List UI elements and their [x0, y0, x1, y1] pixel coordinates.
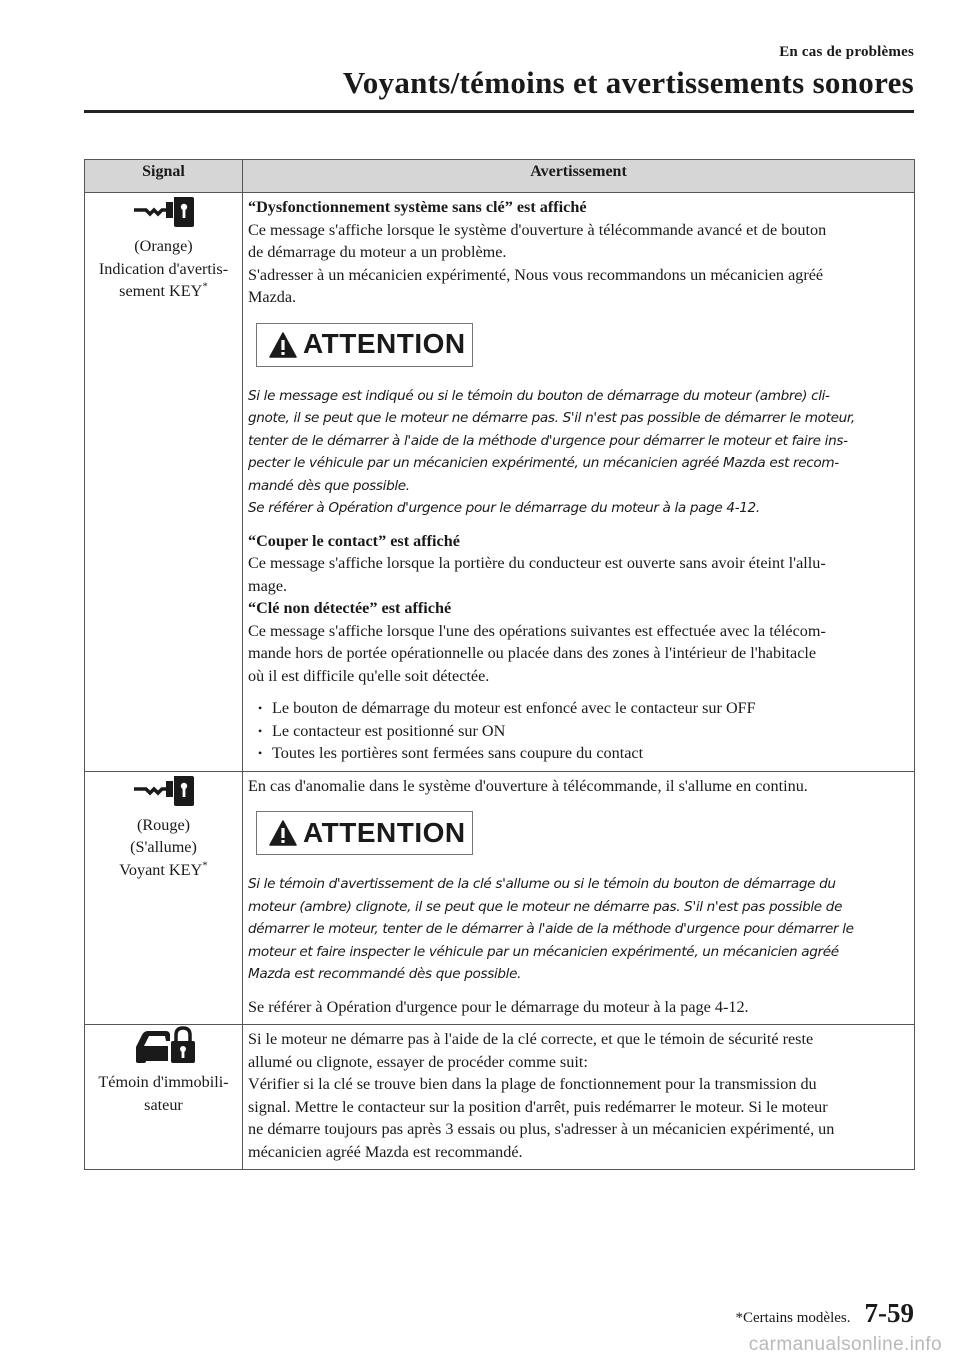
message-text: Si le moteur ne démarre pas à l'aide de la clé correcte, et que le témoin de sécurité reste [248, 1030, 814, 1048]
signal-cell [85, 771, 243, 1025]
message-text: mande hors de portée opérationnelle ou placée dans des zones à l'intérieur de l'habitacle [248, 644, 817, 662]
message-title: “Dysfonctionnement système sans clé” est affiché [248, 198, 587, 216]
footnote-marker: * [202, 280, 208, 293]
message-text: En cas d'anomalie dans le système d'ouverture à télécommande, il s'allume en continu. [248, 776, 808, 795]
message-title: “Clé non détectée” est affiché [248, 599, 452, 617]
warning-cell [243, 771, 915, 1025]
message-text: ne démarre toujours pas après 3 essais ou plus, s'adresser à un mécanicien expérimenté, un [248, 1120, 835, 1138]
signal-label: Témoin d'immobili- [98, 1073, 229, 1091]
page-title: Voyants/témoins et avertissements sonores [342, 65, 914, 100]
list-item: • Le bouton de démarrage du moteur est enfoncé avec le contacteur sur OFF [258, 697, 910, 720]
attention-label: ATTENTION [303, 816, 466, 848]
message-text: Se référer à Opération d'urgence pour le démarrage du moteur à la page 4-12. [248, 997, 749, 1016]
footnote: *Certains modèles. [735, 1310, 851, 1326]
signal-label: sement KEY* [119, 280, 208, 300]
signal-label: (S'allume) [130, 838, 197, 856]
message-text: Ce message s'affiche lorsque le système d'ouverture à télécommande avancé et de bouton [248, 220, 827, 239]
section-title: En cas de problèmes [779, 44, 914, 60]
signal-label: (Rouge) [136, 815, 191, 834]
page-footer [736, 1298, 914, 1329]
table-row [85, 771, 915, 1025]
table-header-row [85, 160, 915, 193]
attention-text: Si le message est indiqué ou si le témoin du bouton de démarrage du moteur (ambre) cli- gnote, il se peut que le moteur ne démarre pas. S'il n'est pas possible de démarrer le moteur, tenter de le démarrer à l'aide de la méthode d'urgence pour démarrer le moteur et faire ins- pecter le véhicule par un mécanicien expérimenté, un mécanicien agréé Mazda est recom- mandé dès que possible. Se référer à Opération d'urgence pour le démarrage du moteur à la page 4-12. [248, 387, 855, 516]
message-text: allumé ou clignote, essayer de procéder comme suit: [248, 1052, 588, 1071]
list-item: • Toutes les portières sont fermées sans coupure du contact [258, 742, 910, 765]
immobilizer-car-lock-icon [132, 1025, 196, 1065]
message-text: Vérifier si la clé se trouve bien dans la plage de fonctionnement pour la transmission du [248, 1075, 817, 1093]
message-text: mage. [248, 576, 288, 595]
header-rule [84, 110, 914, 113]
attention-label: ATTENTION [303, 328, 466, 360]
column-header-signal: Signal [85, 160, 243, 193]
signal-label: (Orange) [134, 237, 193, 255]
message-text: de démarrage du moteur a un problème. [248, 243, 507, 261]
page-header [343, 44, 914, 101]
message-text: Ce message s'affiche lorsque la portière du conducteur est ouverte sans avoir éteint l'allu- [248, 554, 826, 572]
list-item: • Le contacteur est positionné sur ON [258, 720, 910, 743]
signal-cell [85, 193, 243, 772]
footnote-marker: * [202, 859, 208, 872]
signal-label: Voyant KEY* [119, 859, 208, 879]
warning-table [84, 159, 915, 1170]
table-row [85, 1025, 915, 1170]
message-text: mécanicien agréé Mazda est recommandé. [248, 1142, 523, 1161]
column-header-warning: Avertissement [243, 160, 915, 193]
attention-box [256, 323, 473, 367]
key-warning-icon [132, 193, 196, 229]
attention-text: Si le témoin d'avertissement de la clé s'allume ou si le témoin du bouton de démarrage du moteur (ambre) clignote, il se peut que le moteur ne démarre pas. S'il n'est pas possible de démarrer le moteur, tenter de le démarrer à l'aide de la méthode d'urgence pour démarrer le moteur et faire inspecter le véhicule par un mécanicien expérimenté, un mécanicien agréé Mazda est recommandé dès que possible. [248, 876, 854, 982]
warning-cell [243, 193, 915, 772]
message-text: S'adresser à un mécanicien expérimenté, Nous vous recommandons un mécanicien agréé [248, 265, 824, 284]
watermark: carmanualsonline.info [748, 1334, 942, 1355]
condition-list [248, 697, 910, 765]
warning-triangle-icon [269, 820, 297, 846]
message-text: Mazda. [248, 288, 297, 306]
attention-box [256, 811, 473, 855]
key-warning-icon [132, 772, 196, 808]
signal-cell [85, 1025, 243, 1170]
message-title: “Couper le contact” est affiché [248, 531, 460, 550]
signal-label: sateur [144, 1095, 183, 1114]
table-row [85, 193, 915, 772]
warning-cell [243, 1025, 915, 1170]
page-number: 7-59 [864, 1298, 914, 1328]
message-text: Ce message s'affiche lorsque l'une des opérations suivantes est effectuée avec la télécom- [248, 621, 826, 640]
warning-triangle-icon [269, 332, 297, 358]
message-text: où il est difficile qu'elle soit détectée. [248, 666, 490, 685]
message-text: signal. Mettre le contacteur sur la position d'arrêt, puis redémarrer le moteur. Si le moteur [248, 1097, 828, 1116]
signal-label: Indication d'avertis- [98, 259, 229, 278]
